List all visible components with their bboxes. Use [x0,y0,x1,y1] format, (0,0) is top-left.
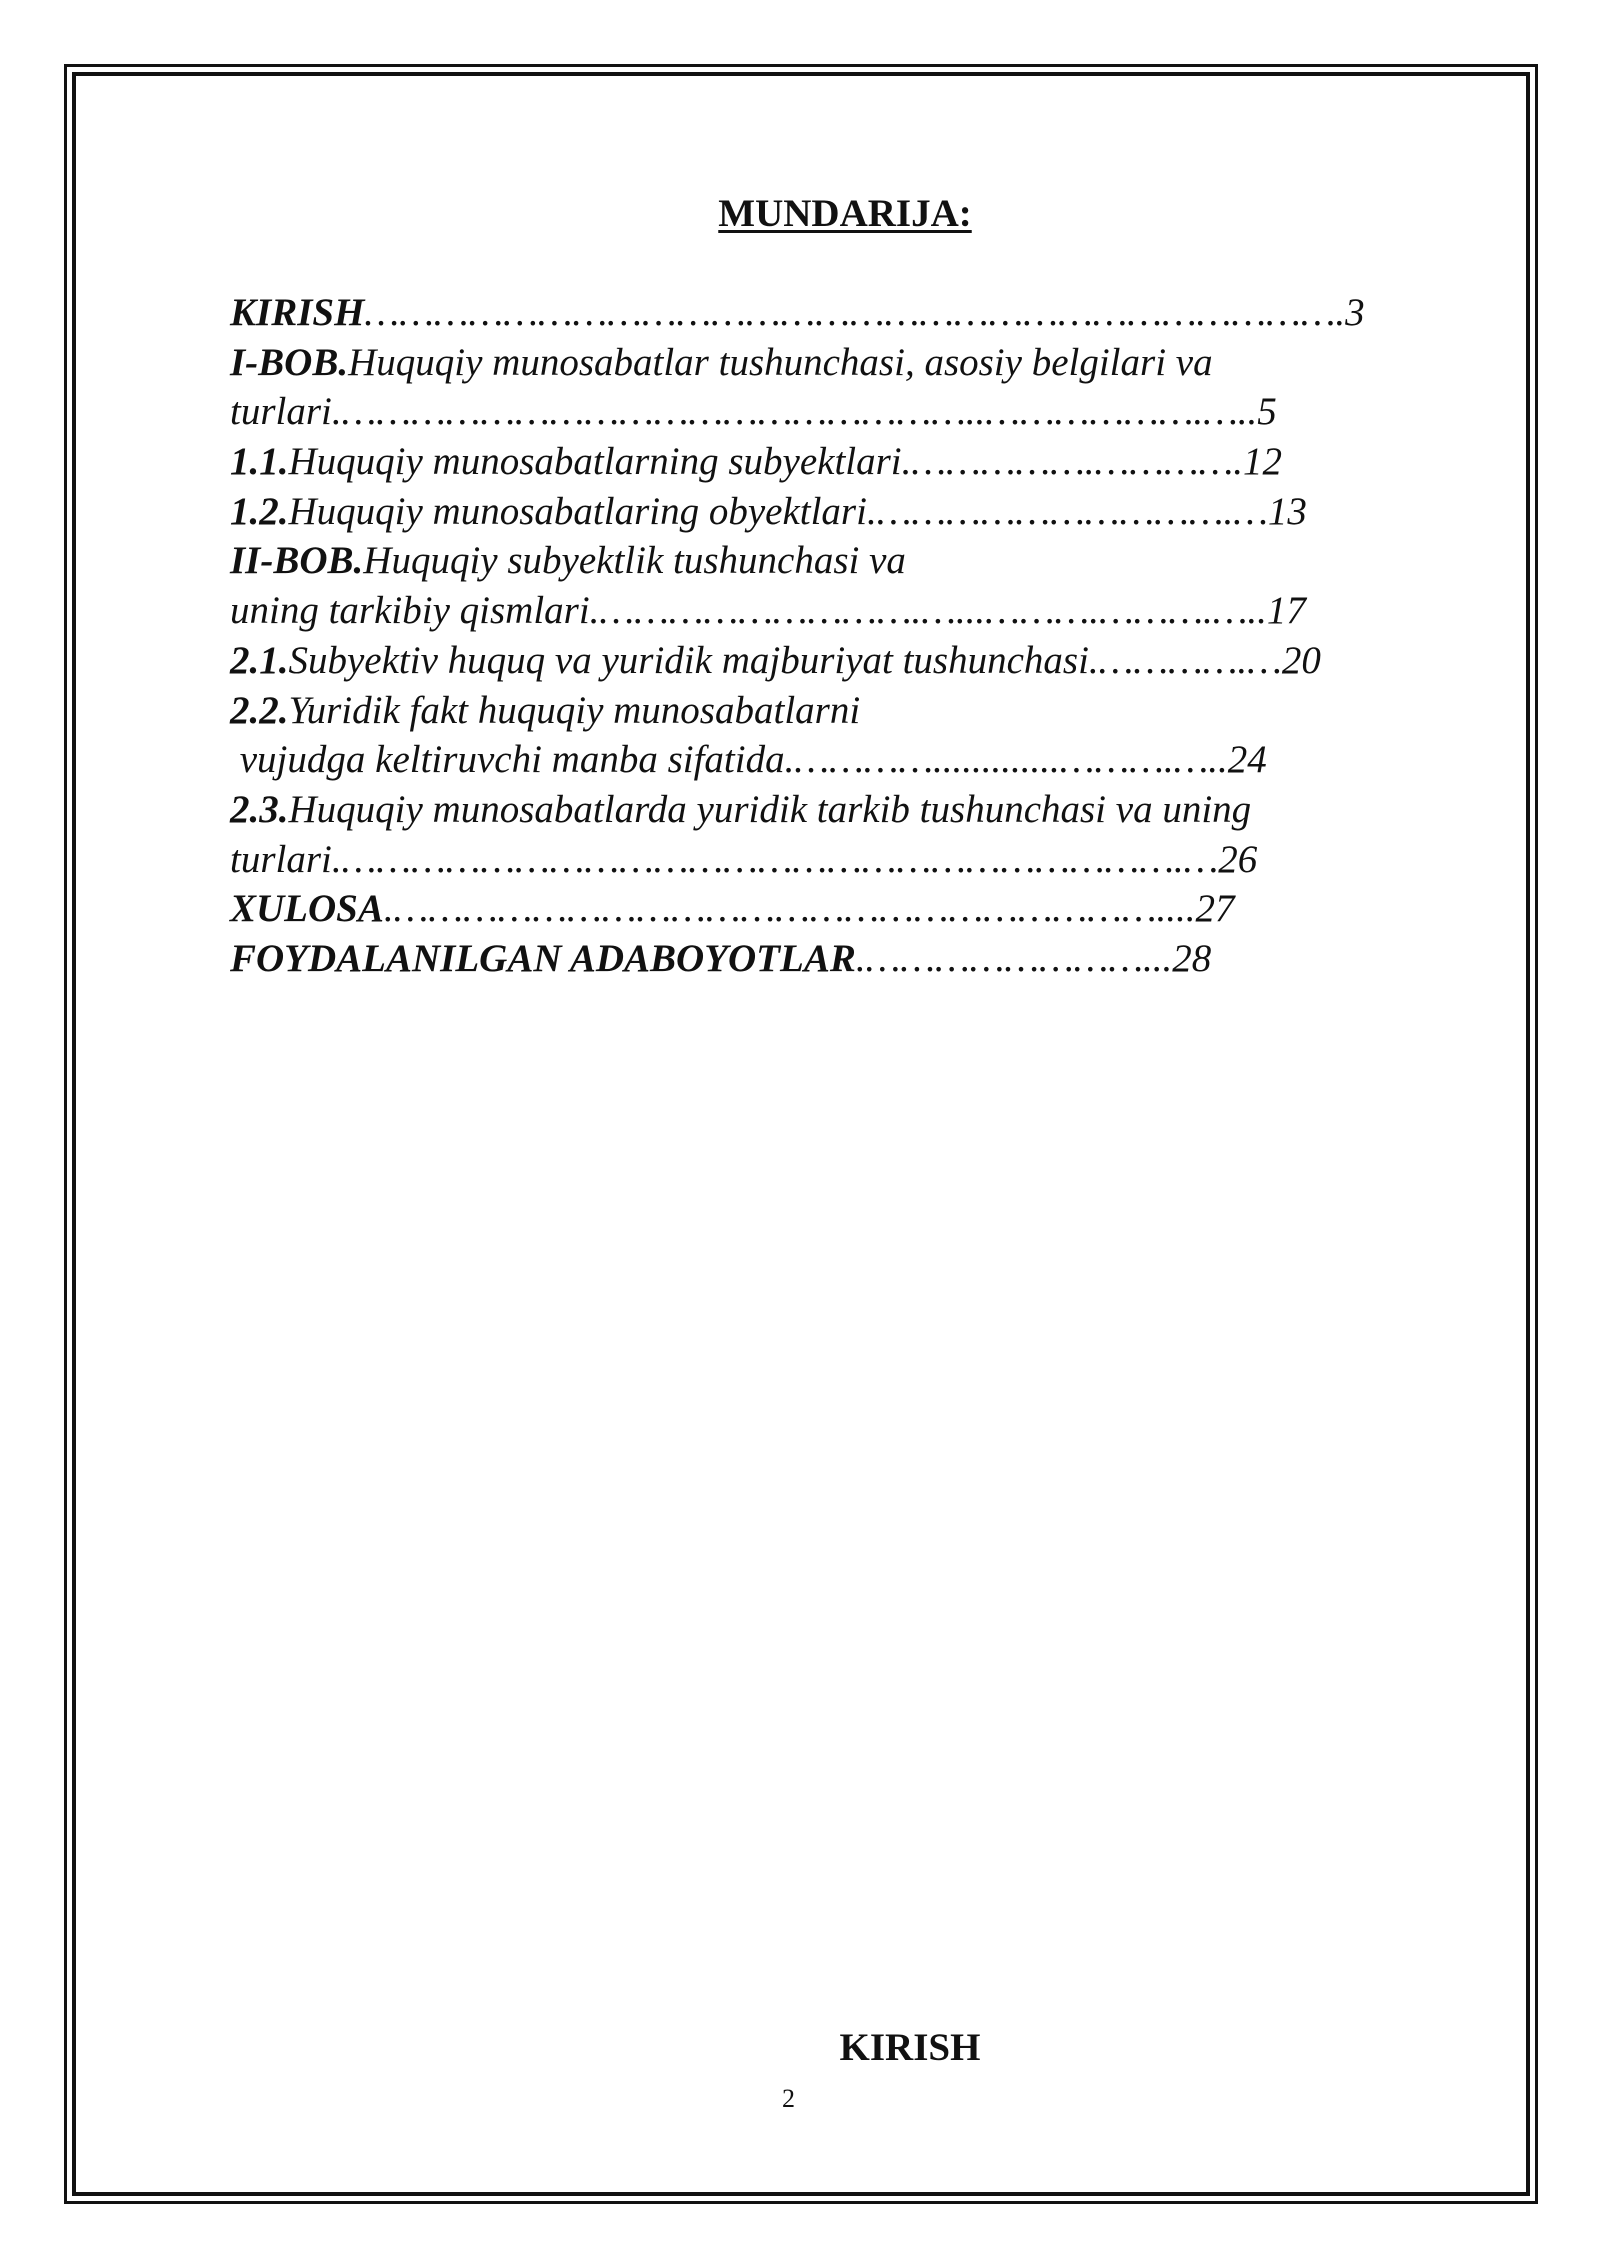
toc-entry-label: 2.2. [230,688,289,732]
toc-entry-label: 1.1. [230,440,289,484]
toc-entry-label: 2.1. [230,638,289,682]
toc-entry-text: Subyektiv huquq va yuridik majburiyat tushunchasi.………….…20 [288,638,1321,682]
toc-entry-2-1[interactable] [230,636,1450,686]
table-of-contents [230,288,1450,984]
toc-entry-label: XULOSA [230,887,384,931]
toc-entry-label: 1.2. [230,489,289,533]
page-title: MUNDARIJA: [718,192,972,235]
toc-entry-text: ………………………………………………………………………….3 [364,291,1365,334]
toc-entry-1-2[interactable] [230,487,1450,537]
toc-entry-1-1[interactable] [230,437,1450,487]
toc-entry-chapter-1[interactable] [230,338,1450,388]
toc-entry-2-3-cont[interactable] [230,835,1450,885]
toc-entry-label: II-BOB. [230,539,364,583]
toc-entry-xulosa[interactable] [230,884,1450,934]
toc-entry-text: .……………………...28 [855,936,1212,980]
page-number: 2 [782,2084,795,2113]
toc-entry-text: Huquqiy munosabatlar tushunchasi, asosiy belgilari va [348,340,1213,384]
toc-entry-label: 2.3. [230,787,289,831]
toc-entry-references[interactable] [230,934,1450,984]
toc-entry-chapter-1-cont[interactable] [230,387,1450,437]
toc-entry-text: Huquqiy munosabatlarda yuridik tarkib tushunchasi va uning [288,787,1252,831]
section-heading: KIRISH [839,2026,981,2069]
toc-entry-chapter-2[interactable] [230,536,1450,586]
toc-entry-text: Huquqiy munosabatlarning subyektlari.…………….………….12 [288,440,1282,484]
toc-entry-kirish[interactable] [230,288,1450,338]
toc-entry-2-2[interactable] [230,686,1450,736]
toc-entry-text: vujudga keltiruvchi manba sifatida.………….............……….…..24 [230,738,1267,782]
toc-entry-text: Huquqiy subyektlik tushunchasi va [363,539,906,583]
toc-entry-chapter-2-cont[interactable] [230,586,1450,636]
toc-entry-text: Yuridik fakt huquqiy munosabatlarni [288,688,861,732]
toc-entry-text: Huquqiy munosabatlaring obyektlari.………………………….…13 [288,489,1307,533]
toc-entry-text: turlari.……………………………………………………………….…26 [230,837,1258,881]
toc-entry-label: KIRISH [230,291,365,334]
toc-entry-label: I-BOB. [230,340,349,384]
toc-entry-text: uning tarkibiy qismlari.……………………….…...……….……….…..17 [230,589,1306,633]
toc-entry-text: turlari.………………………………………………..……………….…..5 [230,390,1277,434]
toc-entry-2-2-cont[interactable] [230,735,1450,785]
toc-entry-label: FOYDALANILGAN ADABOYOTLAR [230,936,856,980]
toc-entry-2-3[interactable] [230,785,1450,835]
toc-entry-text: .…………………………………………………………....27 [383,887,1235,931]
